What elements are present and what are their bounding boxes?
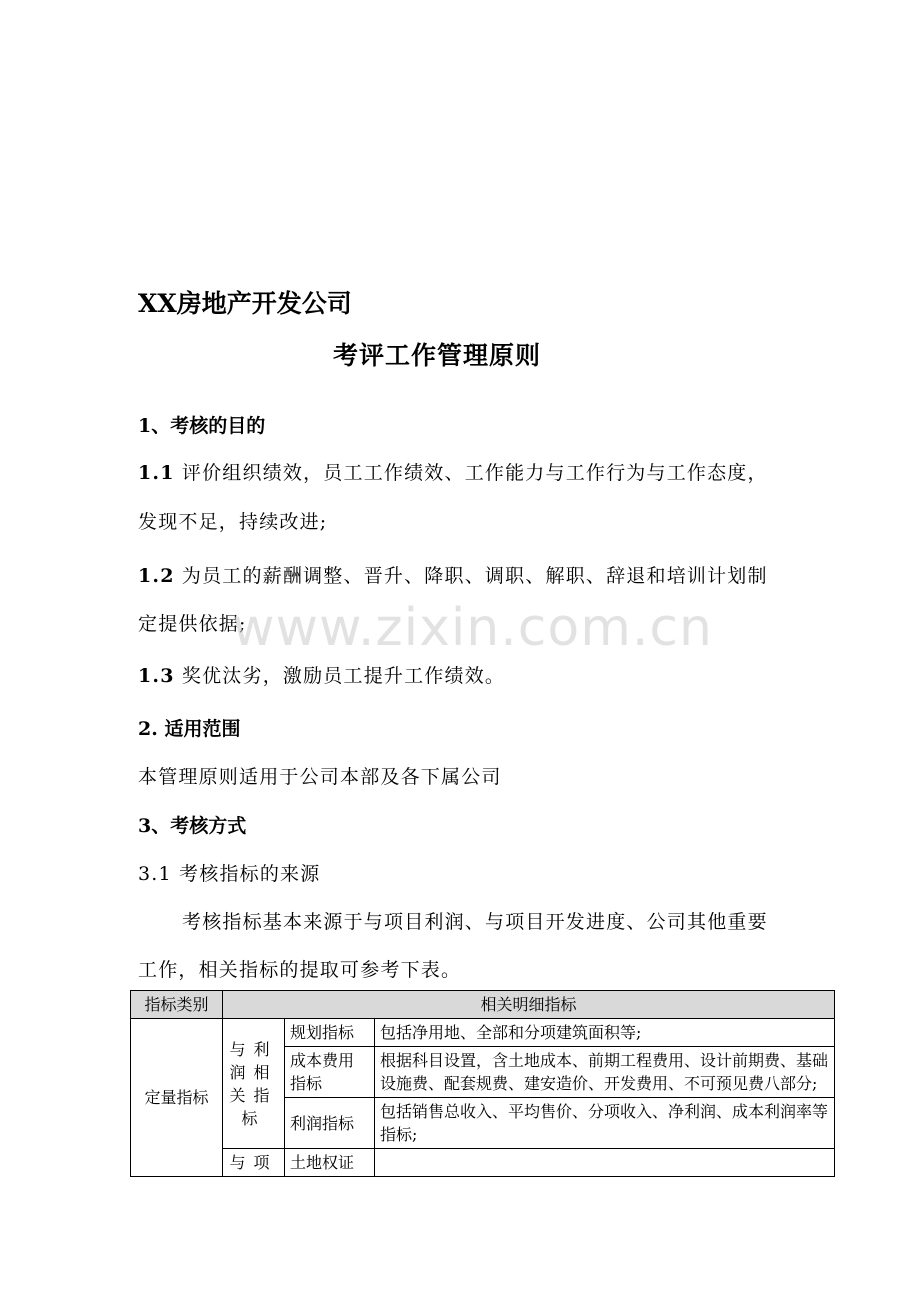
planning-name: 规划指标	[285, 1019, 375, 1047]
cost-desc: 根据科目设置，含土地成本、前期工程费用、设计前期费、基础设施费、配套规费、建安造价、开发费用、不可预见费八部分;	[375, 1047, 835, 1098]
watermark: www.zixin.com.cn	[232, 598, 713, 658]
cost-name: 成本费用指标	[285, 1047, 375, 1098]
item-1-2-line-1	[138, 561, 768, 588]
item-1-1-line-1	[138, 458, 768, 485]
item-1-2-text: 为员工的薪酬调整、晋升、降职、调职、解职、辞退和培训计划制	[181, 565, 768, 587]
document-title: 考评工作管理原则	[333, 341, 542, 370]
table-header-row	[131, 991, 835, 1019]
profit-name: 利润指标	[285, 1098, 375, 1149]
profit-desc: 包括销售总收入、平均售价、分项收入、净利润、成本利润率等指标;	[375, 1098, 835, 1149]
item-1-3-line-1	[138, 661, 505, 688]
table-row	[131, 1149, 835, 1177]
land-name: 土地权证	[285, 1149, 375, 1177]
section-3-1-line-1: 考核指标基本来源于与项目利润、与项目开发进度、公司其他重要	[182, 911, 768, 933]
header-category: 指标类别	[131, 991, 223, 1019]
group-profit-cell: 与利润相关指标	[223, 1019, 285, 1149]
planning-desc: 包括净用地、全部和分项建筑面积等;	[375, 1019, 835, 1047]
section-2-text: 本管理原则适用于公司本部及各下属公司	[138, 766, 502, 788]
section-3-1-line-2: 工作，相关指标的提取可参考下表。	[138, 959, 462, 981]
section-2-heading: 2. 适用范围	[138, 718, 241, 740]
section-3-1-heading: 3.1 考核指标的来源	[138, 863, 321, 885]
company-name: XX房地产开发公司	[138, 289, 352, 318]
group-project-cell: 与项	[223, 1149, 285, 1177]
section-3-heading: 3、考核方式	[138, 815, 247, 837]
item-1-2-line-2: 定提供依据;	[138, 613, 247, 635]
indicator-table	[130, 990, 835, 1177]
item-1-1-text: 评价组织绩效，员工工作绩效、工作能力与工作行为与工作态度，	[181, 462, 768, 484]
item-1-1-number: 1.1	[138, 462, 175, 484]
item-1-1-line-2: 发现不足，持续改进;	[138, 511, 328, 533]
item-1-2-number: 1.2	[138, 565, 175, 587]
category-cell: 定量指标	[131, 1019, 223, 1177]
item-1-3-number: 1.3	[138, 665, 175, 687]
land-desc	[375, 1149, 835, 1177]
item-1-3-text: 奖优汰劣，激励员工提升工作绩效。	[181, 665, 506, 687]
header-detail: 相关明细指标	[223, 991, 835, 1019]
section-1-heading: 1、考核的目的	[138, 415, 266, 437]
table-row	[131, 1019, 835, 1047]
